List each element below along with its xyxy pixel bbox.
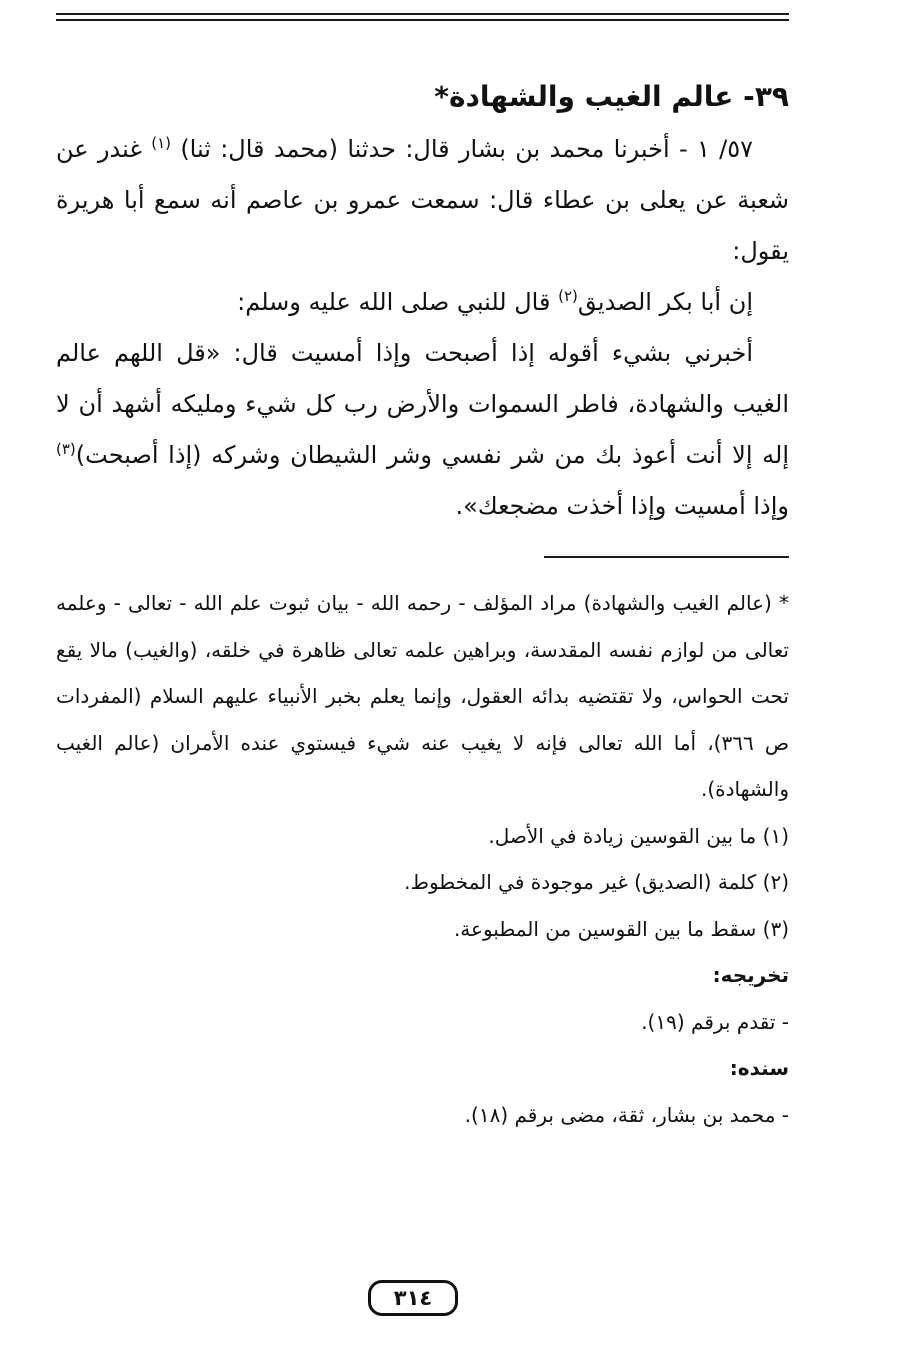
footnote-3: (٣) سقط ما بين القوسين من المطبوعة. [453, 916, 789, 941]
hadith-text [56, 124, 789, 532]
sanad-heading: سنده: [729, 1056, 789, 1080]
hadith-paragraph-isnad [56, 124, 789, 277]
hadith-paragraph-answer [56, 328, 789, 532]
question-part-2: قال للنبي صلى الله عليه وسلم: [237, 288, 559, 316]
chapter-heading: ٣٩- عالم الغيب والشهادة* [434, 80, 789, 113]
top-rule-second [56, 19, 789, 21]
footnote-2: (٢) كلمة (الصديق) غير موجودة في المخطوط. [404, 870, 789, 894]
footnote-star: * (عالم الغيب والشهادة) مراد المؤلف - رحمه الله - بيان ثبوت علم الله - تعالى - وعلمه تعالى من لوازم نفسه المقدسة، وبراهين علمه تعالى ظاهرة في خلقه، (والغيب) مالا يقع تحت الحواس، ولا تقتضيه بدائه العقول، وإنما يعلم بخبر الأنبياء عليهم السلام (المفردات ص ٣٦٦)، أما الله تعالى فإنه لا يغيب عنه شيء فيستوي عنده الأمران (عالم الغيب والشهادة). [56, 591, 789, 801]
footnote-ref-3: (٣) [56, 440, 76, 458]
takhrij-text: - تقدم برقم (١٩). [641, 1009, 789, 1034]
top-rule [56, 13, 789, 15]
footnote-ref-2: (٢) [558, 287, 578, 305]
takhrij-heading: تخريجه: [712, 963, 789, 987]
question-part-1: إن أبا بكر الصديق [577, 288, 753, 316]
answer-part-2: وإذا أمسيت وإذا أخذت مضجعك». [455, 492, 789, 520]
isnad-part-2: غندر عن شعبة عن يعلى بن عطاء قال: سمعت عمرو بن عاصم أنه سمع أبا هريرة يقول: [56, 135, 789, 265]
page-number: ٣١٤ [368, 1280, 458, 1316]
sanad-text: - محمد بن بشار، ثقة، مضى برقم (١٨). [464, 1102, 789, 1127]
hadith-paragraph-question [56, 277, 789, 328]
answer-part-1: أخبرني بشيء أقوله إذا أصبحت وإذا أمسيت قال: «قل اللهم عالم الغيب والشهادة، فاطر السموات والأرض رب كل شيء ومليكه أشهد أن لا إله إلا أنت أعوذ بك من شر نفسي وشر الشيطان وشركه (إذا أصبحت) [56, 339, 789, 469]
footnote-divider [544, 556, 789, 558]
footnote-1: (١) ما بين القوسين زيادة في الأصل. [488, 823, 789, 848]
footnotes-block [56, 580, 789, 1138]
footnote-ref-1: (١) [151, 134, 171, 152]
isnad-part-1: ٥٧/ ١ - أخبرنا محمد بن بشار قال: حدثنا (محمد قال: ثنا) [180, 135, 754, 163]
